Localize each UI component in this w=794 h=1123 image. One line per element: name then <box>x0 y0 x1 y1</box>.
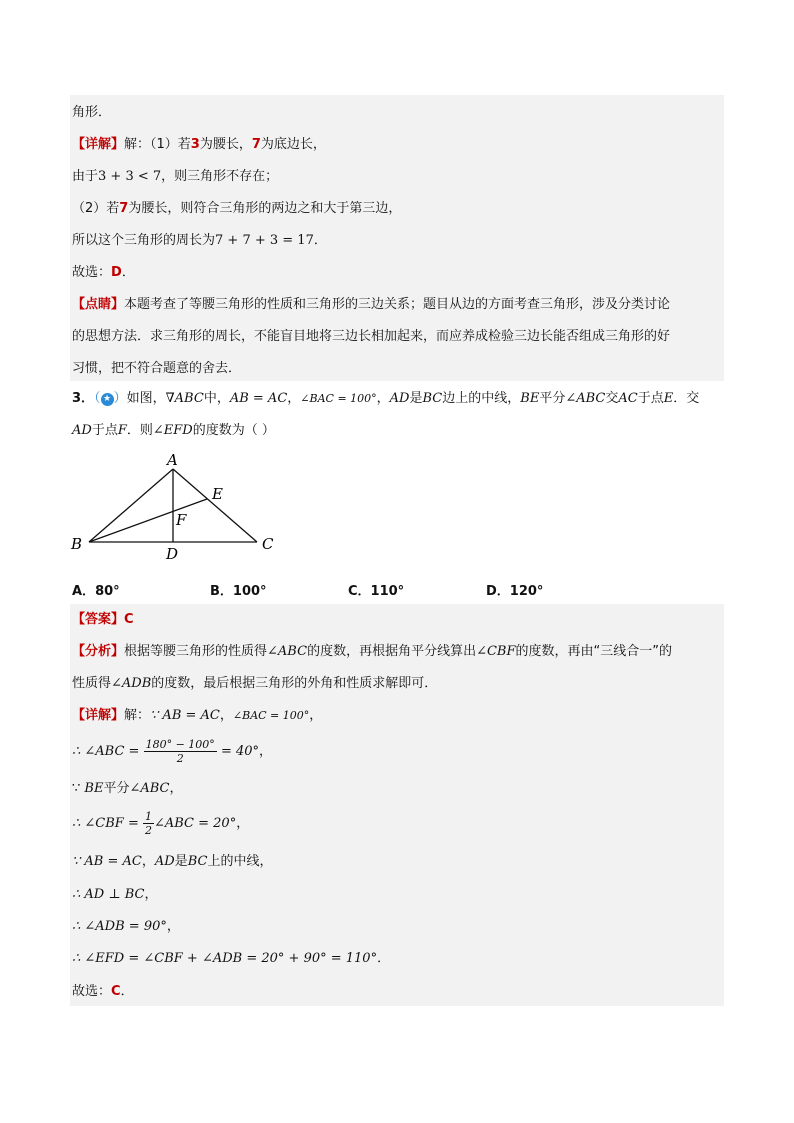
prev-line-1: 角形． <box>72 105 112 120</box>
star-icon: ★ <box>101 393 114 406</box>
question-3-line-2: AD于点F．则∠EFD的度数为（ ） <box>72 423 275 438</box>
fraction: $\frac{1}{2}$ <box>144 810 152 837</box>
analysis-line-1: 【分析】根据等腰三角形的性质得∠ABC的度数，再根据角平分线算出∠CBF的度数，再由“三线合一”的 <box>72 644 672 659</box>
answer-line <box>72 611 134 629</box>
detail-line-4: ∴ ∠CBF = $\frac{1}{2}$ ∠ABC = 20°， <box>72 810 250 837</box>
point-tag: 【点睛】 <box>72 297 125 312</box>
answer-value: C <box>124 612 134 627</box>
option-c[interactable]: C．110° <box>348 584 405 599</box>
label-b: B <box>71 535 83 553</box>
fraction: $\frac{180^\circ - 100^\circ}{2}$ <box>145 738 215 765</box>
analysis-line-2: 性质得∠ADB的度数，最后根据三角形的外角和性质求解即可． <box>72 676 438 691</box>
label-c: C <box>262 535 274 553</box>
label-e: E <box>212 485 223 503</box>
prev-detail-line: 【详解】解：（1）若3为腰长，7为底边长， <box>72 137 326 152</box>
triangle-figure <box>60 448 290 568</box>
option-b[interactable]: B．100° <box>210 584 267 599</box>
side-ab <box>89 469 173 542</box>
detail-tag: 【详解】 <box>72 708 125 723</box>
prev-line-4: （2）若7为腰长，则符合三角形的两边之和大于第三边， <box>72 201 402 216</box>
detail-line-3: ∵ BE平分∠ABC， <box>72 781 183 796</box>
question-number: 3． <box>72 391 95 406</box>
prev-point-line-1: 【点睛】本题考查了等腰三角形的性质和三角形的三边关系；题目从边的方面考查三角形，涉及分类讨论 <box>72 297 671 312</box>
detail-line-6: ∴ AD ⊥ BC， <box>72 887 158 902</box>
solution-block <box>70 604 724 1006</box>
prev-point-line-2: 的思想方法．求三角形的周长，不能盲目地将三边长相加起来，而应养成检验三边长能否组成三角形的好 <box>72 329 671 344</box>
detail-tag: 【详解】 <box>72 137 125 152</box>
prev-line-5: 所以这个三角形的周长为7 + 7 + 3 = 17． <box>72 233 327 248</box>
detail-line-8: ∴ ∠EFD = ∠CBF + ∠ADB = 20° + 90° = 110°． <box>72 951 391 966</box>
label-d: D <box>166 545 179 563</box>
prev-line-3: 由于3 + 3 < 7，则三角形不存在； <box>72 169 279 184</box>
prev-point-line-3: 习惯，把不符合题意的舍去． <box>72 361 242 376</box>
detail-line-5: ∵ AB = AC，AD是BC上的中线， <box>72 854 273 869</box>
bisector-be <box>89 499 207 542</box>
side-ac <box>173 469 257 542</box>
analysis-tag: 【分析】 <box>72 644 125 659</box>
detail-line-7: ∴ ∠ADB = 90°， <box>72 919 180 934</box>
prev-answer-line: 故选：D． <box>72 265 135 280</box>
answer-tag: 【答案】 <box>72 612 125 627</box>
detail-line-9: 故选：C． <box>72 984 134 999</box>
label-a: A <box>167 451 178 469</box>
label-f: F <box>176 511 187 529</box>
detail-line-1: 【详解】解：∵ AB = AC，∠BAC = 100°， <box>72 708 323 723</box>
question-3-line-1: 3．（ ★ ）如图，∇ABC中，AB = AC，∠BAC = 100°，AD是BC边上的中线，BE平分∠ABC交AC于点E．交 <box>72 391 700 406</box>
option-a[interactable]: A．80° <box>72 584 120 599</box>
detail-line-2: ∴ ∠ABC = $\frac{180^\circ - 100^\circ}{2}$ = 40°， <box>72 738 273 765</box>
option-d[interactable]: D．120° <box>486 584 544 599</box>
